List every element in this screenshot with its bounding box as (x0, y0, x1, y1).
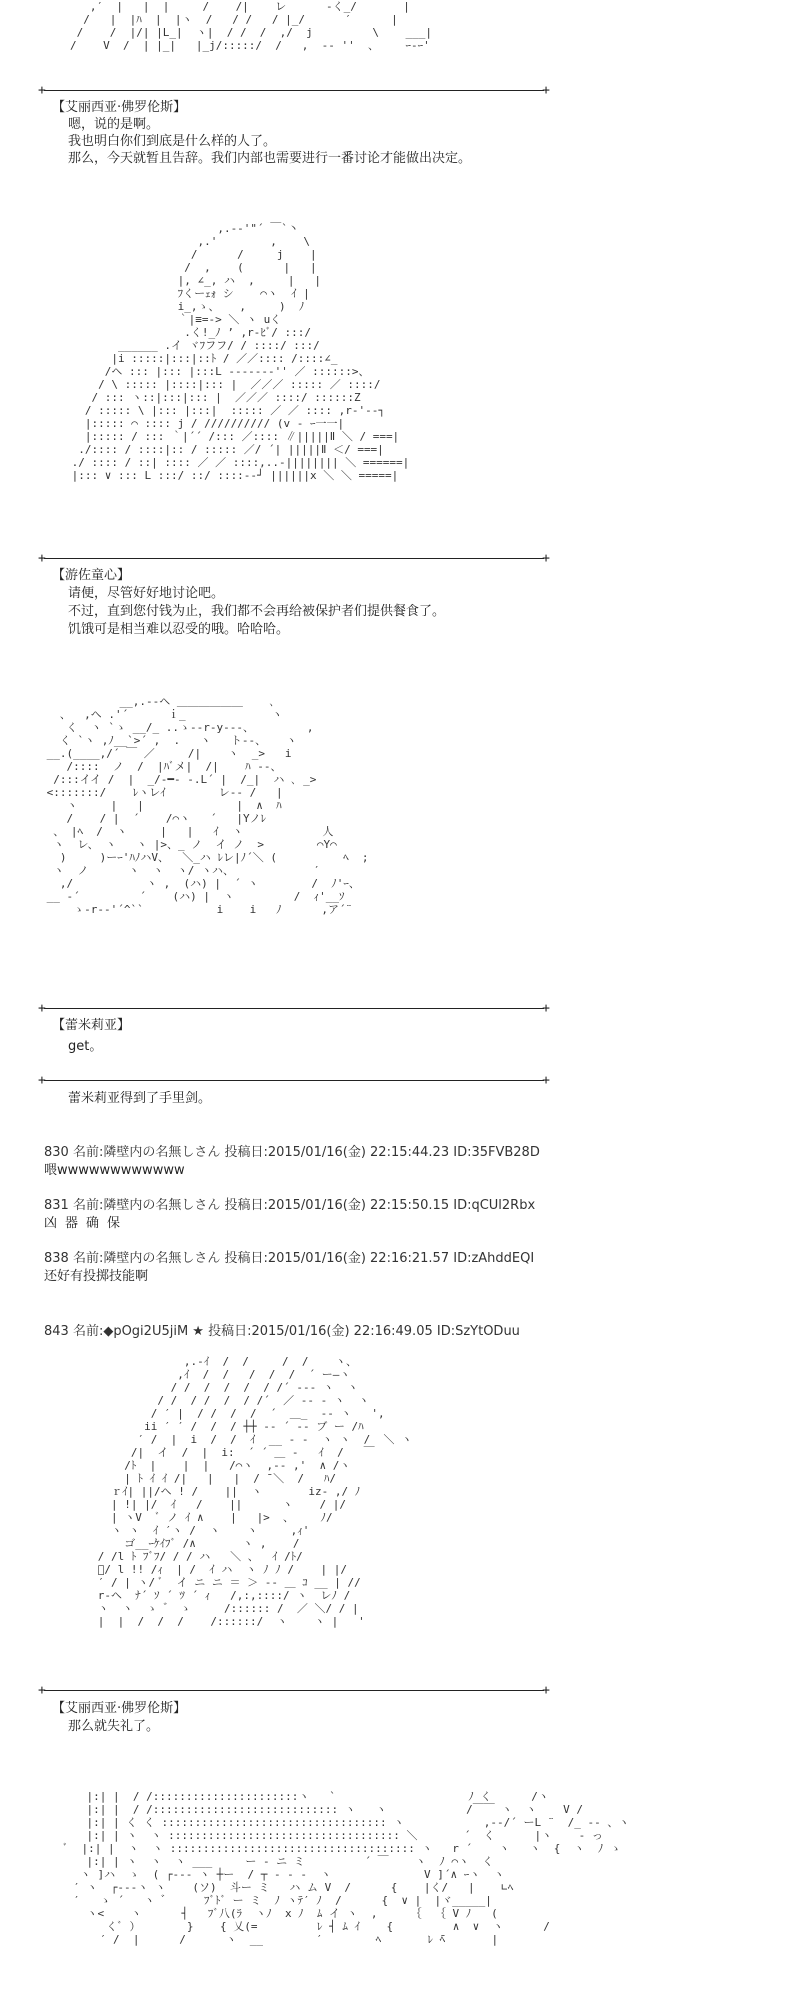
post-header: 843 名前:◆pOgi2U5jiM ★ 投稿日:2015/01/16(金) 22:16:49.05 ID:SzYtODuu (44, 1324, 520, 1339)
dialogue-line: 嗯，说的是啊。 (68, 117, 160, 132)
dialogue-line: get。 (68, 1039, 103, 1054)
ascii-art-2: ,.-‐'"´ ￣`丶 ,.' , \ / / j | / , ( | | |, ∠_, ハ , | | ﾌくーｪｫ シ ⌒ヽ ｲ | i_,ゝ、 , ) ﾉ ｀|≡=-> ＼ ヽ uく .く!_ﾉ ’ ,r-ﾋﾞ/ :::/ ______ .イ ヾﾌフフ/ / ::::/ :::/ |i :::::|:::|::ﾄ / ／／:::: /::::∠_ /ヘ ::: |::: |:::L ------‐'' ／ ::::::>、 / \ ::::: |::::|::: | ／／／ ::::: ／ ::::/ / ::: ヽ::|:::|::: | ／／／ ::::/ ::::::Z / ::::: \ |::: |:::| ::::: ／ ／ :::: ,r‐'‐‐┐ |::::: ⌒ :::: j / ////////// (v ‐ ｰ一一| |::::: / ::: ｀|´´ /::: ／:::: ∥|||||Ⅱ ＼ / ===| ./:::: / ::::|:: / ::::: ／/ ´| |||||Ⅱ ＜/ ===| ./ :::: / ::| :::: ／ ／ ::::,..-|||||||| ＼ ======| |::: ∨ ::: L :::/ ::/ ::::-‐┘ ||||||x ＼ ＼ =====| (71, 222, 410, 482)
speaker-label: 【艾丽西亚·佛罗伦斯】 (52, 100, 187, 115)
dialogue-line: 请便，尽管好好地讨论吧。 (68, 586, 225, 601)
speaker-label: 【游佐童心】 (52, 568, 131, 583)
post-header: 831 名前:隣壁内の名無しさん 投稿日:2015/01/16(金) 22:15:50.15 ID:qCUl2Rbx (44, 1198, 536, 1213)
dialogue-line: 那么就失礼了。 (68, 1719, 160, 1734)
post-header: 830 名前:隣壁内の名無しさん 投稿日:2015/01/16(金) 22:15:44.23 ID:35FVB28D (44, 1145, 540, 1160)
ascii-art-1: ,′ | | | / /| レ -く_/ | / | |ﾊ | |ヽ / / / / |_/ ′ | / / |/| |L_| ヽ| / / / ,/ j \ ___| / V / | |_| |_j/:::::/ / , -- '' 、 ｰ-ｰ' (70, 0, 432, 52)
speaker-label: 【艾丽西亚·佛罗伦斯】 (52, 1701, 187, 1716)
divider: + + (38, 1683, 550, 1698)
post-body: 还好有投掷技能啊 (44, 1269, 149, 1284)
divider: + + (38, 1073, 550, 1088)
ascii-art-4: ,.-ｲ / / / / ヽ、 ,ｲ / / / / / ´ ー―ヽ / / / / / / /´ ‐‐‐ ヽ ヽ / / / / / / /´ ／ ‐‐ - ヽ ヽ / ′ | / / / / ´ ＿_ -‐ ヽ ', ii ′ ′ / / / ┼┼ ‐‐ ´ ‐‐ ブ ー /ﾊ ′ / | i / / ｲ __ ‐ ‐ ヽ ヽ / ＼ ヽ /| イ / | i: ´ ´ ＿ ‐ ｲ / ￣ /ﾄ | | | /⌒ヽ ,-‐ ,' ∧ /ヽ | ﾄ ｲ ｲ /| | | / ̄ ＼ / ﾊ/ ｒｲ| ||/ヘ ! / || ヽ iz‐ ,/ ﾉ | !| |/ ｲ / || ヽ / |/ | ヽV ﾞ ノ ｲ ∧ | |> 、 ﾉ/ ヽ ヽ ｲ ′ヽ / ヽ ヽ ,ｨ' ゴ__ｰｹｲﾌﾞ /∧ ヽ , / / /l ﾄ ﾌﾞﾌ/ / / ハ ＼ 、 ｲ /ﾄ/ ﾞ/ l !! /ｨ | / ｲ ハ ヽ ﾉ ﾉ / | |/ ′ / | ヽ/ ﾞ イ ニ ニ ＝ ＞ ‐‐ ＿ ｺ __ | // r‐ヘ ﾅ´ ｿ ´ ﾂ ´ ｨ /,:,::::/ ヽ レﾉ / ヽ ヽ ゝ ゙ ゝ /:::::: / ／ ＼/ / | | | / / / /::::::/ ヽ ヽ | ' (91, 1355, 413, 1628)
ascii-art-3: __,.-‐ヘ ＿＿＿＿＿＿ ､ 、 ,ヘ .'´ ｉ_ ヽ く ヽ `ゝ __/_ ..ゝ--r-y‐--、 , く `ヽ ,ﾉ__`>´ , . ヽ ト‐‐、 ヽ __.(____,/´ ￣ ／ /| ヽ _> i /:::: ノ / |ﾊﾞメ| /| ﾊ ‐‐、 /:::イイ / | _/‐━‐ -.L´ | /_| ハ ､ _> <:::::::/ ﾚヽレｲ レ-‐ / | ヽ | | | ∧ ﾊ / / | ´ /⌒ヽ ´ |Yノﾚ 、 |ﾍ / ヽ | | ｲ ヽ 人 ヽ レ、 ヽ ヽ |>、_ ノ イ ノ > ⌒Y⌒ ) )ーｰ'ﾊﾉハV、 ＼_ハ ﾚレ|ﾉ´＼ ( ﾍ ; ヽ ノ ヽ ヽ ヽ/ ヽハ、 ′ ,/ ヽ , (ハ) | ´ ヽ / ﾉ'ｰ、 __ ‐´ ´ (ハ) | ヽ / ｨ'__ｿ ゝ-r-‐'´^`` i i ﾉ ,ア´¨ (46, 695, 369, 916)
divider: + + (38, 1001, 550, 1016)
post-header: 838 名前:隣壁内の名無しさん 投稿日:2015/01/16(金) 22:16:21.57 ID:zAhddEQI (44, 1251, 535, 1266)
dialogue-line: 不过，直到您付钱为止，我们都不会再给被保护者们提供餐食了。 (68, 604, 446, 619)
dialogue-line: 那么，今天就暂且告辞。我们内部也需要进行一番讨论才能做出决定。 (68, 151, 472, 166)
dialogue-line: 我也明白你们到底是什么样的人了。 (68, 134, 277, 149)
divider: + + (38, 551, 550, 566)
dialogue-line: 饥饿可是相当难以忍受的哦。哈哈哈。 (68, 622, 290, 637)
divider: + + (38, 83, 550, 98)
ascii-art-5: |:| | / /::::::::::::::::::::::ヽ ` ﾉ く /ヽ |:| | / /:::::::::::::::::::::::::::: ヽ ヽ /￣￣ ヽ ヽ V / |:| | く く :::::::::::::::::::::::::::::::::: ヽ ,--/´ ーL ¨ /_ ‐‐ 、ヽ |:| | ヽ ヽ ::::::::::::::::::::::::::::::::::: ＼ ´ く |ヽ ‐ っ ﾞ |:| | ヽ ヽ ::::::::::::::::::::::::::::::::::::: ヽ r ´ ヽ ヽ { ヽ ﾉ ゝ |:| | ヽ ヽ ヽ ___ ー ‐ ニ ミ ´ ￣ ヽ ﾉ ⌒ヽ く ヽ ]ハ ゝ ( ┌‐‐‐ ヽ ┼ー / ┬ ‐ ‐ ‐ ヽ V ]´∧ ｰヽ ヽ ′ ヽ ┌‐‐‐ヽ ヽ (ソ) 斗ー ミ ハ ム V / { |く/ | ∟ﾍ ′ ゝ ´ ヽ ゙ ﾌﾞﾄﾞ ー ミ ﾉ ヽﾃ′ ﾉ / { ∨ | |ヾ_____| ヽ< ヽ ┤ ﾌﾞ八(ﾗ ヽﾉ x ﾉ ﾑ イ ヽ , ｛ ｛ V ﾉ ( くﾞ ） } { 乂(= ﾚ ┤ ﾑ ｲ { ∧ ∨ ヽ / ′ / | / ヽ __ ′ ﾍ ﾚ ̄ﾍ | (60, 1790, 630, 1946)
post-body: 凶器确保 (44, 1216, 129, 1231)
speaker-label: 【蕾米莉亚】 (52, 1018, 131, 1033)
narration-line: 蕾米莉亚得到了手里剑。 (68, 1091, 212, 1106)
post-body: 喂wwwwwwwwwwww (44, 1163, 185, 1178)
